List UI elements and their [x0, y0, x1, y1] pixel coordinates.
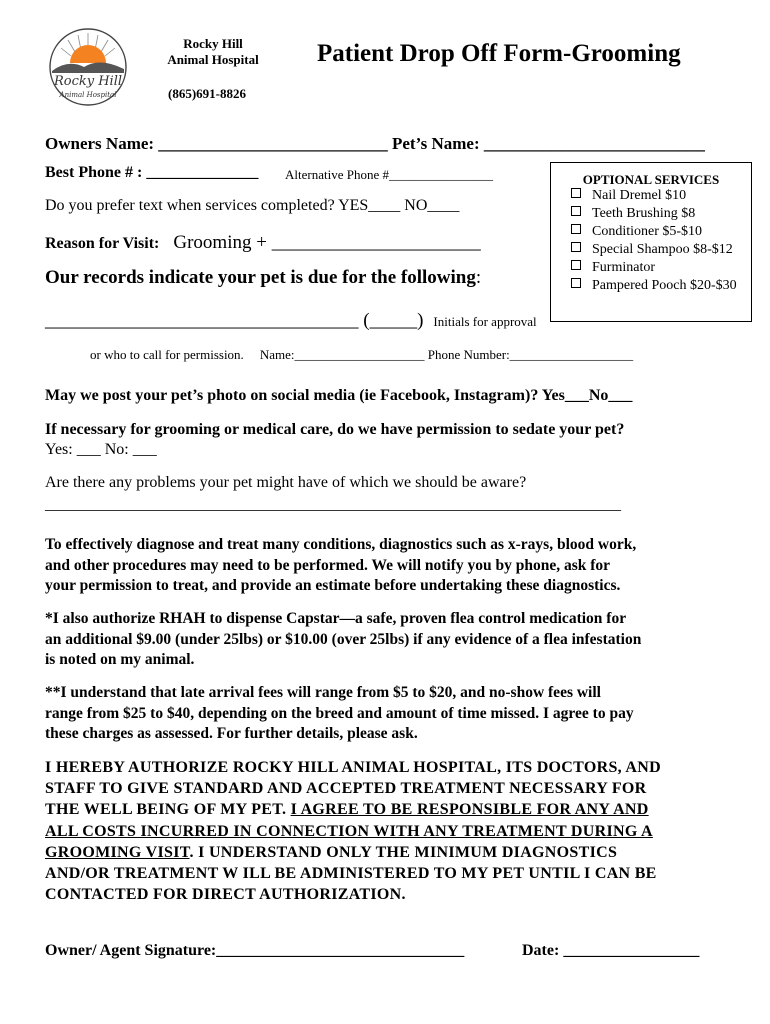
clinic-name-line1: Rocky Hill [183, 36, 243, 51]
service-furminator[interactable]: Furminator [571, 260, 655, 276]
clinic-phone: (865)691-8826 [168, 86, 246, 101]
best-phone-field[interactable]: Best Phone # : ______________ [45, 164, 259, 181]
pets-name-field[interactable]: Pet’s Name: __________________________ [392, 134, 705, 153]
problems-answer-line[interactable]: ________________________________________________________________________ [45, 496, 621, 513]
reason-for-visit-field[interactable]: Reason for Visit: Grooming + ______________________ [45, 232, 481, 253]
owners-name-field[interactable]: Owners Name: ___________________________ [45, 134, 388, 153]
diagnostics-paragraph: To effectively diagnose and treat many conditions, diagnostics such as x-rays, blood work, and other procedures may need to be performed. We will notify you by phone, ask for your permission to treat, and provide an estimate before undertaking these diagnostics. [45, 536, 637, 595]
checkbox-icon[interactable] [571, 188, 581, 198]
date-field[interactable]: Date: _________________ [522, 942, 700, 959]
page-title: Patient Drop Off Form-Grooming [317, 40, 681, 67]
sedation-question: If necessary for grooming or medical care, do we have permission to sedate your pet? [45, 421, 625, 438]
clinic-name-line2: Animal Hospital [167, 52, 259, 67]
checkbox-icon[interactable] [571, 206, 581, 216]
optional-services-title: OPTIONAL SERVICES [582, 172, 720, 187]
svg-text:Rocky Hill: Rocky Hill [53, 74, 123, 89]
capstar-paragraph: *I also authorize RHAH to dispense Capstar—a safe, proven flea control medication for an additional $9.00 (under 25lbs) or $10.00 (over 25lbs) if any evidence of a flea infestation is noted on my animal. [45, 610, 642, 669]
call-permission-line[interactable]: or who to call for permission. Name:____________________ Phone Number:___________________ [90, 347, 634, 362]
service-pampered-pooch[interactable]: Pampered Pooch $20-$30 [571, 278, 737, 294]
fees-paragraph: **I understand that late arrival fees will range from $5 to $20, and no-show fees will range from $25 to $40, depending on the breed and amount of time missed. I agree to pay these charges as assessed. For further details, please ask. [45, 684, 634, 743]
sedation-answer[interactable]: Yes: ___ No: ___ [45, 441, 157, 458]
signature-field[interactable]: Owner/ Agent Signature:_______________________________ [45, 942, 465, 959]
clinic-logo [48, 27, 128, 107]
checkbox-icon[interactable] [571, 242, 581, 252]
service-teeth-brushing[interactable]: Teeth Brushing $8 [571, 206, 695, 222]
optional-services-box [550, 162, 752, 322]
checkbox-icon[interactable] [571, 224, 581, 234]
clinic-name [165, 36, 261, 68]
service-special-shampoo[interactable]: Special Shampoo $8-$12 [571, 242, 733, 258]
problems-question: Are there any problems your pet might have of which we should be aware? [45, 474, 527, 491]
social-media-question[interactable]: May we post your pet’s photo on social media (ie Facebook, Instagram)? Yes___No___ [45, 387, 633, 404]
svg-text:Animal Hospital: Animal Hospital [59, 91, 117, 99]
authorization-statement: I HEREBY AUTHORIZE ROCKY HILL ANIMAL HOSPITAL, ITS DOCTORS, AND STAFF TO GIVE STANDARD AND ACCEPTED TREATMENT NECESSARY FOR THE WELL BEING OF MY PET. I AGREE TO BE RESPONSIBLE FOR ANY AND ALL COSTS INCURRED IN CONNECTION WITH ANY TREATMENT DURING A GROOMING VISIT. I UNDERSTAND ONLY THE MINIMUM DIAGNOSTICS AND/OR TREATMENT W ILL BE ADMINISTERED TO MY PET UNTIL I CAN BE CONTACTED FOR DIRECT AUTHORIZATION. [45, 759, 661, 904]
service-nail-dremel[interactable]: Nail Dremel $10 [571, 188, 686, 204]
text-preference-field[interactable]: Do you prefer text when services completed? YES____ NO____ [45, 197, 460, 214]
service-conditioner[interactable]: Conditioner $5-$10 [571, 224, 702, 240]
alt-phone-field[interactable]: Alternative Phone #________________ [285, 167, 493, 182]
due-heading: Our records indicate your pet is due for the following: [45, 267, 482, 288]
due-approval-line[interactable]: _________________________________ (_____) Initials for approval [45, 310, 537, 331]
checkbox-icon[interactable] [571, 278, 581, 288]
checkbox-icon[interactable] [571, 260, 581, 270]
